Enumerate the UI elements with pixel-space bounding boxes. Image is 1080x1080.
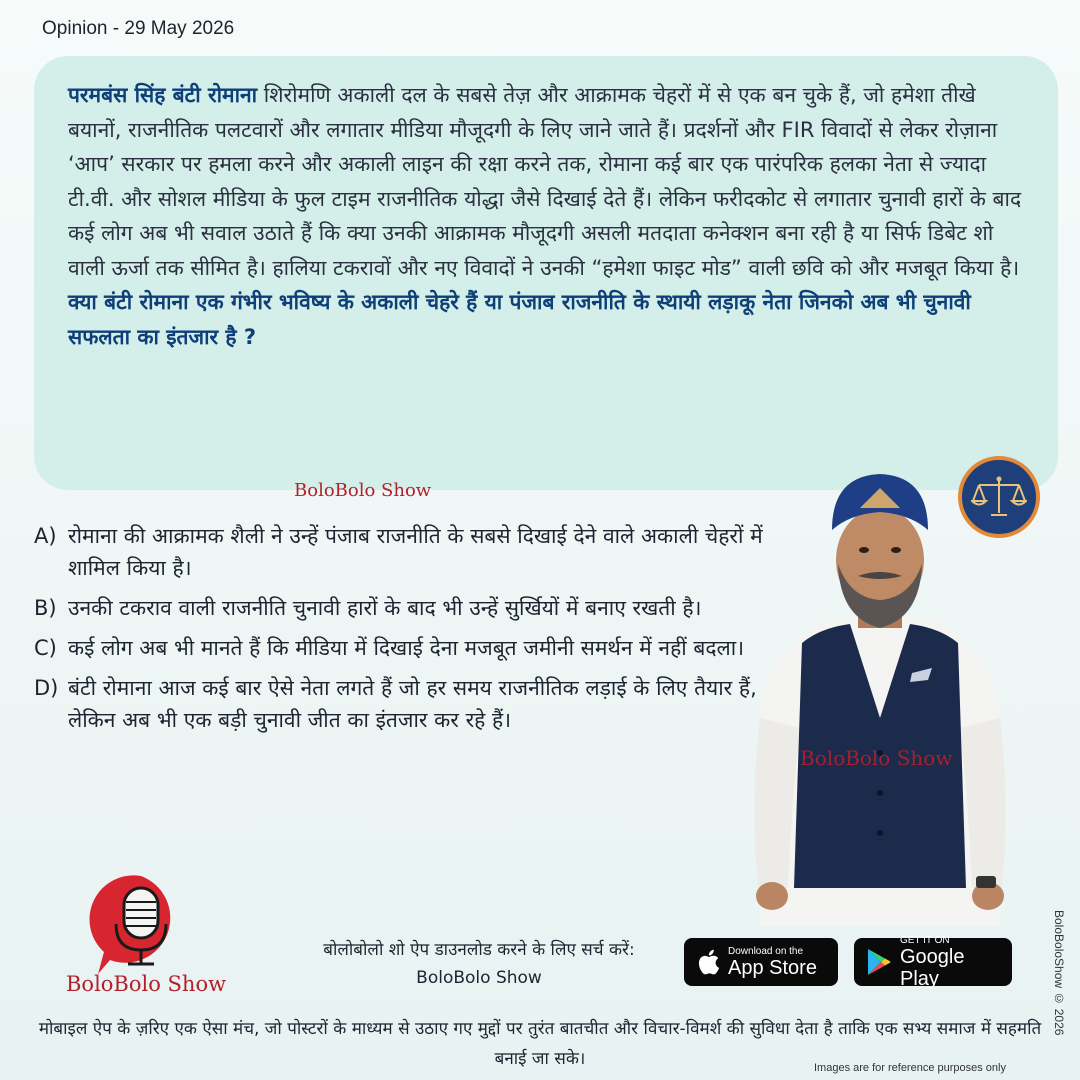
google-play-big-text: Google Play [900,945,965,990]
app-store-small-text: Download on the [728,945,804,957]
intro-body: शिरोमणि अकाली दल के सबसे तेज़ और आक्रामक चेहरों में से एक बन चुके हैं, जो हमेशा तीखे बयानों, राजनीतिक पलटवारों और लगातार मीडिया मौजूदगी के लिए जाने जाते हैं। प्रदर्शनों और FIR विवादों से लेकर रोज़ाना ‘आप’ सरकार पर हमला करने और अकाली लाइन की रक्षा करने तक, रोमाना कई बार एक पारंपरिक हलका नेता से ज्यादा टी.वी. और सोशल मीडिया के फुल टाइम राजनीतिक योद्धा जैसे दिखाई देते हैं। लेकिन फरीदकोट से लगातार चुनावी हारों के बाद कई लोग अब भी सवाल उठाते हैं कि क्या उनकी आक्रामक मौजूदगी असली मतदाता कनेक्शन बना रही है या सिर्फ डिबेट शो वाली ऊर्जा तक सीमित है। हालिया टकरावों और नए विवादों ने उनकी “हमेशा फाइट मोड” वाली छवि को और मजबूत किया है। [68,83,1022,280]
disclaimer-text: Images are for reference purposes only [814,1062,1006,1074]
intro-paragraph [68,78,1032,354]
option-a [34,520,764,584]
app-search-instruction [294,936,664,992]
option-letter: D) [34,676,59,700]
brand-label-top: BoloBolo Show [294,480,432,501]
footer-description: मोबाइल ऐप के ज़रिए एक ऐसा मंच, जो पोस्टरों के माध्यम से उठाए गए मुद्दों पर तुरंत बातचीत और विचार-विमर्श की सुविधा देता है ताकि एक सभ्य समाज में सहमति बनाई जा सके। [38,1019,1042,1069]
brand-label-bottom: BoloBolo Show [66,972,227,996]
brand-watermark: BoloBolo Show [800,746,953,770]
apple-icon [696,948,720,976]
option-c [34,632,764,664]
page-date-label: Opinion - 29 May 2026 [42,18,235,39]
search-line-app-name: BoloBolo Show [416,968,542,988]
option-letter: B) [34,596,57,620]
microphone-icon [86,870,196,980]
option-b [34,592,764,624]
option-text: उनकी टकराव वाली राजनीति चुनावी हारों के बाद भी उन्हें सुर्खियों में बनाए रखती है। [68,596,702,620]
options-list [34,520,764,744]
app-store-big-text: App Store [728,956,817,979]
politician-portrait [740,468,1020,926]
google-play-icon [866,948,892,976]
option-text: बंटी रोमाना आज कई बार ऐसे नेता लगते हैं जो हर समय राजनीतिक लड़ाई के लिए तैयार हैं, लेकिन अब भी एक बड़ी चुनावी जीत का इंतजार कर रहे हैं। [68,676,757,732]
option-text: कई लोग अब भी मानते हैं कि मीडिया में दिखाई देना मजबूत जमीनी समर्थन में नहीं बदला। [68,636,745,660]
option-d [34,672,764,736]
politician-name: परमबंस सिंह बंटी रोमाना [68,83,258,107]
google-play-small-text: GET IT ON [900,934,950,946]
copyright-text: BoloBoloShow © 2026 [1052,910,1066,1036]
app-store-button[interactable] [684,938,838,986]
google-play-button[interactable] [854,934,1012,990]
option-text: रोमाना की आक्रामक शैली ने उन्हें पंजाब राजनीति के सबसे दिखाई देने वाले अकाली चेहरों में शामिल किया है। [68,524,763,580]
search-line-hindi: बोलोबोलो शो ऐप डाउनलोड करने के लिए सर्च करें: [323,940,635,960]
intro-question: क्या बंटी रोमाना एक गंभीर भविष्य के अकाली चेहरे हैं या पंजाब राजनीति के स्थायी लड़ाकू नेता जिनको अब भी चुनावी सफलता का इंतजार है ? [68,290,971,349]
option-letter: C) [34,636,57,660]
intro-card [34,56,1058,490]
option-letter: A) [34,524,57,548]
